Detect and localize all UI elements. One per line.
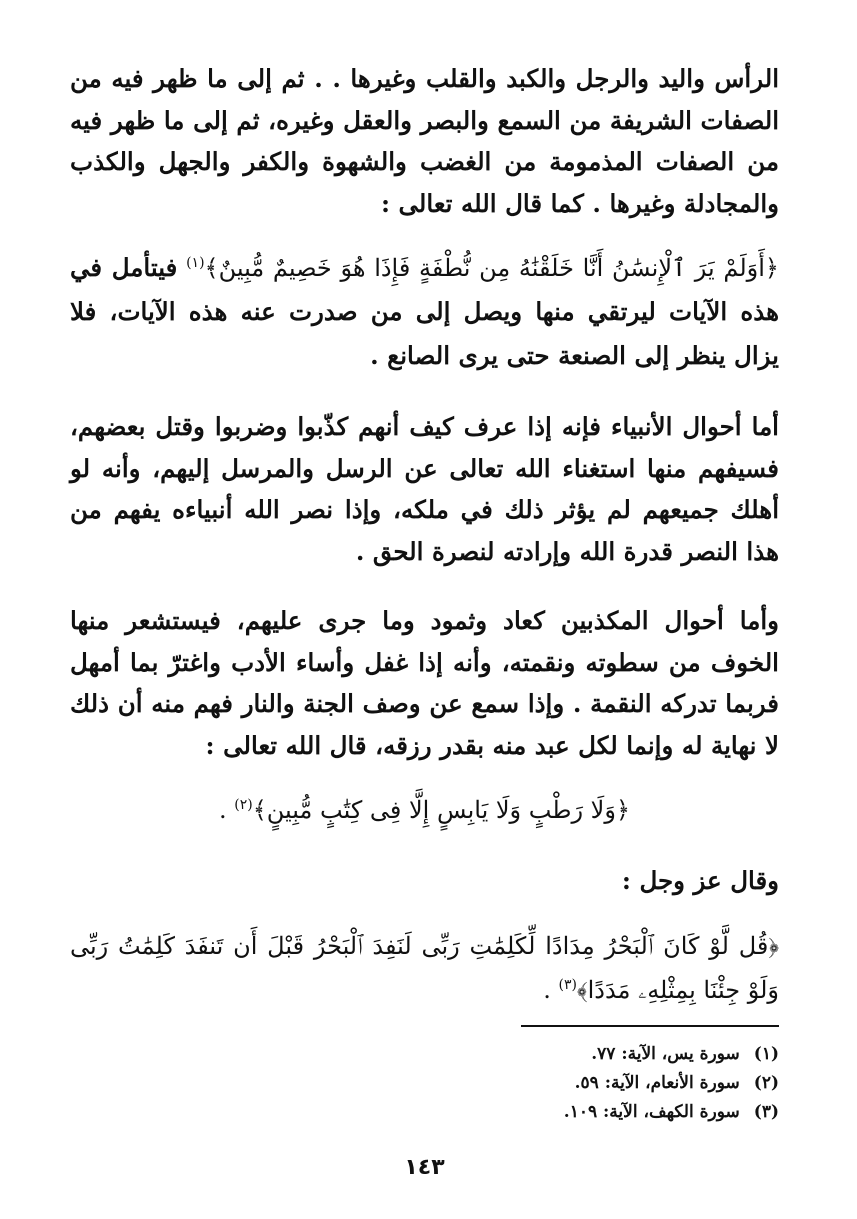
quran-verse-text: ﴿أَوَلَمْ يَرَ ٱلْإِنسَٰنُ أَنَّا خَلَقْنَٰهُ مِن نُّطْفَةٍ فَإِذَا هُوَ خَصِيمٌ مُّبِينٌ﴾ (204, 254, 779, 282)
quran-verse-anam (70, 788, 779, 832)
verse-end-punct: . (543, 975, 559, 1004)
footnote-item (70, 1098, 779, 1127)
quran-verse-text: ﴿قُل لَّوْ كَانَ ٱلْبَحْرُ مِدَادًا لِّكَلِمَٰتِ رَبِّى لَنَفِدَ ٱلْبَحْرُ قَبْلَ أَن تَنفَدَ كَلِمَٰتُ رَبِّى وَلَوْ جِئْنَا بِمِثْلِهِۦ مَدَدًا﴾ (70, 931, 779, 1004)
paragraph-2: فيتأمل في هذه الآيات ليرتقي منها ويصل إلى من صدرت عنه هذه الآيات، فلا يزال ينظر إلى الصنعة حتى يرى الصانع . (70, 253, 779, 370)
footnote-ref-1: (١) (186, 255, 205, 271)
footnote-text: سورة الكهف، الآية: ١٠٩. (563, 1102, 740, 1122)
paragraph-3: أما أحوال الأنبياء فإنه إذا عرف كيف أنهم كذّبوا وضربوا وقتل بعضهم، فسيفهم منها استغناء الله تعالى عن الرسل والمرسل إليهم، وأنه لو أهلك جميعهم لم يؤثر ذلك في ملكه، وإذا نصر الله أنبياءه يفهم من هذا النصر قدرة الله وإرادته لنصرة الحق . (70, 412, 779, 566)
footnote-number: (١) (753, 1044, 779, 1064)
footnote-number: (٣) (753, 1102, 779, 1122)
verse-end-punct: . (218, 796, 235, 824)
quran-verse-yasin (70, 246, 779, 378)
paragraph-5: وقال عز وجل : (621, 866, 779, 895)
paragraph-1: الرأس واليد والرجل والكبد والقلب وغيرها . . ثم إلى ما ظهر فيه من الصفات الشريفة من السمع والبصر والعقل وغيره، ثم إلى ما ظهر فيه من الصفات المذمومة من الغضب والشهوة والكفر والجهل والكذب والمجادلة وغيرها . كما قال الله تعالى : (70, 64, 779, 218)
footnote-divider (521, 1025, 779, 1027)
footnote-number: (٢) (753, 1073, 779, 1093)
footnote-text: سورة يس، الآية: ٧٧. (591, 1044, 740, 1064)
footnotes (70, 1040, 779, 1127)
quran-verse-kahf (70, 924, 779, 1012)
footnote-item (70, 1069, 779, 1098)
footnote-ref-2: (٢) (234, 797, 253, 813)
page-number: ١٤٣ (404, 1155, 445, 1180)
page-body (70, 58, 779, 1219)
footnote-item (70, 1040, 779, 1069)
quran-verse-text: ﴿وَلَا رَطْبٍ وَلَا يَابِسٍ إِلَّا فِى كِتَٰبٍ مُّبِينٍ﴾ (252, 796, 631, 824)
footnote-text: سورة الأنعام، الآية: ٥٩. (574, 1073, 740, 1093)
footnote-ref-3: (٣) (558, 976, 577, 993)
paragraph-4: وأما أحوال المكذبين كعاد وثمود وما جرى عليهم، فيستشعر منها الخوف من سطوته ونقمته، وأنه إذا غفل وأساء الأدب واغترّ بما أمهل فربما تدركه النقمة . وإذا سمع عن وصف الجنة والنار فهم منه أن ذلك لا نهاية له وإنما لكل عبد منه بقدر رزقه، قال الله تعالى : (70, 606, 779, 760)
